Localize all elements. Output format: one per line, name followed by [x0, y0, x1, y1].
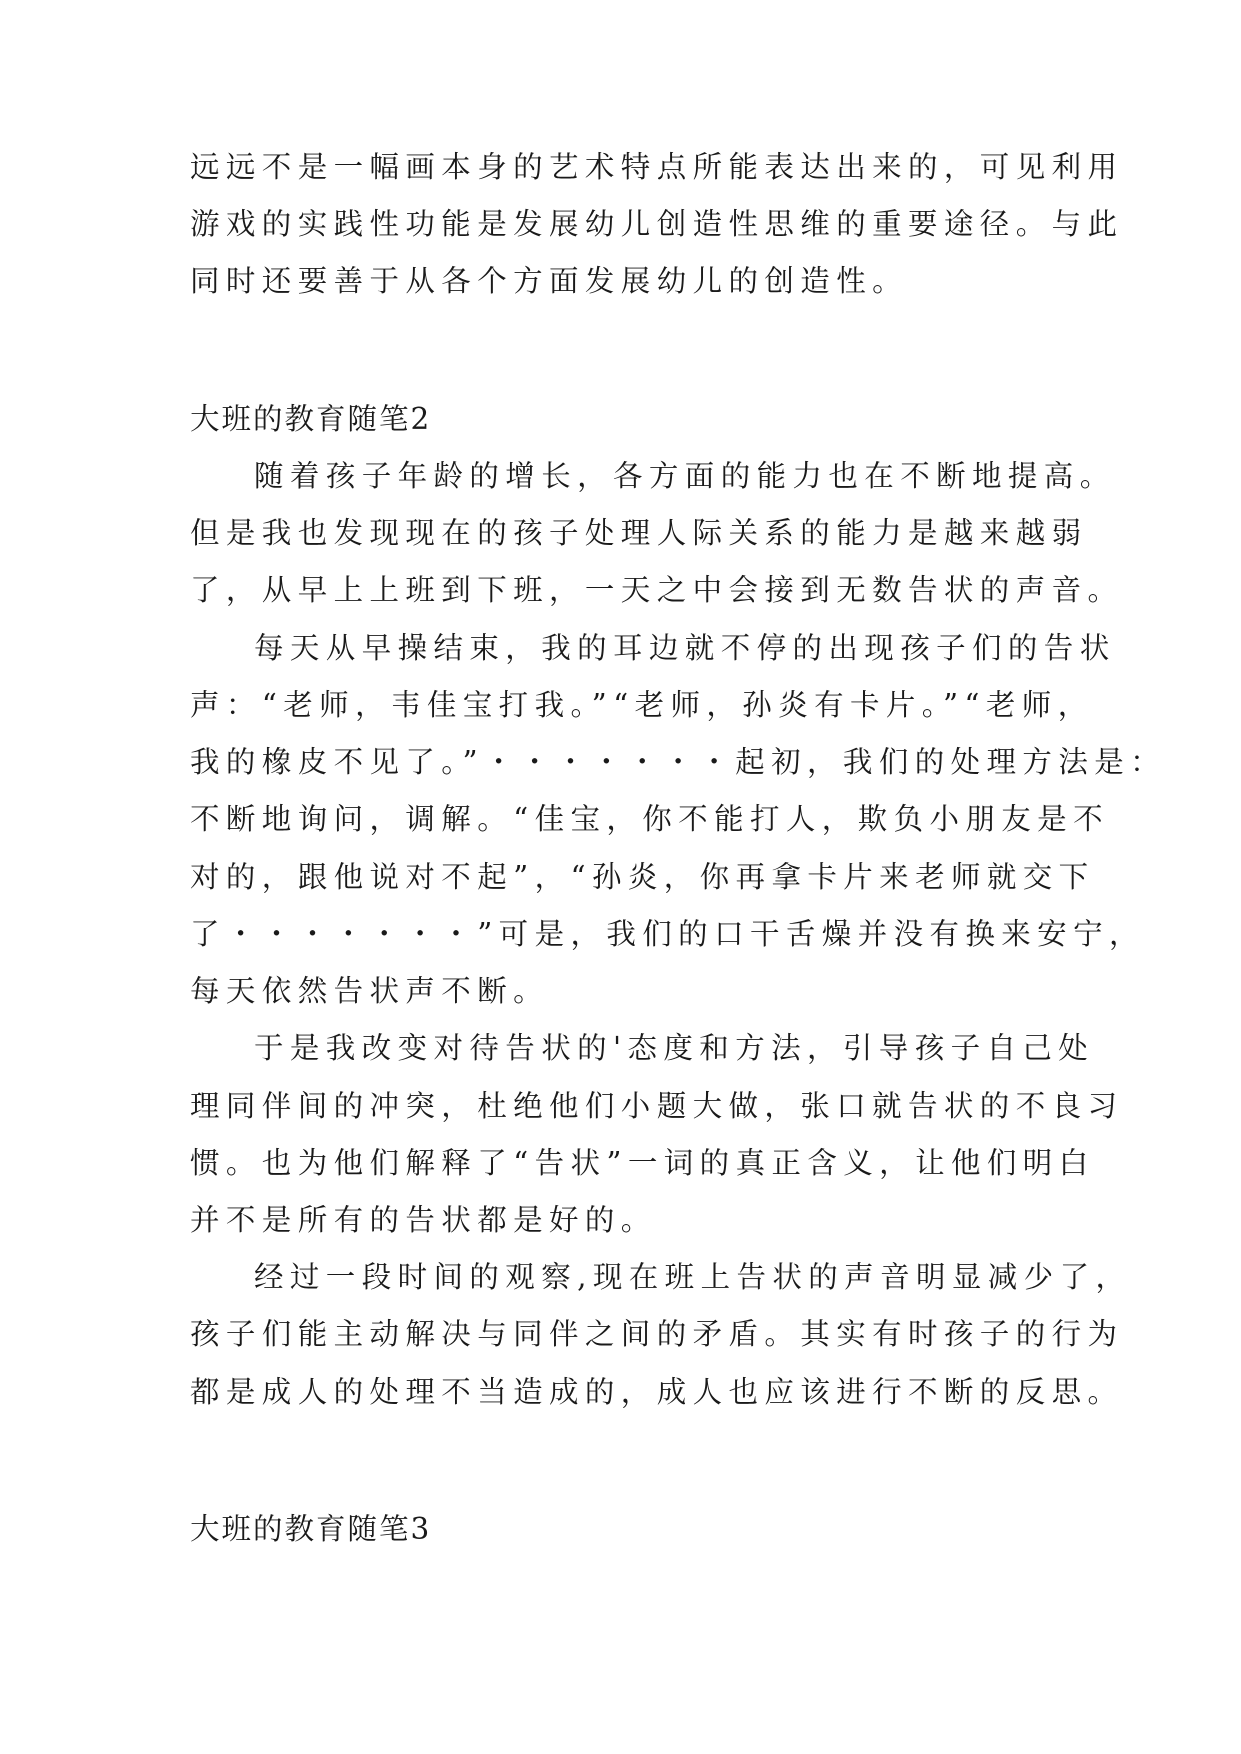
paragraph-line: 都是成人的处理不当造成的，成人也应该进行不断的反思。: [190, 1375, 1124, 1409]
paragraph-line: 对的，跟他说对不起”，“孙炎，你再拿卡片来老师就交下: [190, 860, 1095, 894]
paragraph-line: 并不是所有的告状都是好的。: [190, 1203, 657, 1237]
paragraph-line: 同时还要善于从各个方面发展幼儿的创造性。: [190, 264, 909, 298]
paragraph-line: 每天从早操结束，我的耳边就不停的出现孩子们的告状: [254, 631, 1116, 665]
paragraph-line: 远远不是一幅画本身的艺术特点所能表达出来的，可见利用: [190, 150, 1124, 184]
paragraph-line: 了・・・・・・・”可是，我们的口干舌燥并没有换来安宁，: [190, 917, 1145, 951]
paragraph-line: 游戏的实践性功能是发展幼儿创造性思维的重要途径。与此: [190, 207, 1124, 241]
paragraph-line: 理同伴间的冲突，杜绝他们小题大做，张口就告状的不良习: [190, 1089, 1124, 1123]
section-heading: 大班的教育随笔3: [190, 1512, 432, 1546]
paragraph-line: 随着孩子年龄的增长，各方面的能力也在不断地提高。: [254, 459, 1116, 493]
paragraph-line: 声：“老师，韦佳宝打我。”“老师，孙炎有卡片。”“老师，: [190, 688, 1094, 722]
section-heading: 大班的教育随笔2: [190, 402, 432, 436]
paragraph-line: 于是我改变对待告状的'态度和方法，引导孩子自己处: [254, 1031, 1095, 1065]
paragraph-line: 经过一段时间的观察,现在班上告状的声音明显减少了，: [254, 1260, 1132, 1294]
paragraph-line: 不断地询问，调解。“佳宝，你不能打人，欺负小朋友是不: [190, 802, 1109, 836]
paragraph-line: 我的橡皮不见了。”・・・・・・・起初，我们的处理方法是：: [190, 745, 1167, 779]
paragraph-line: 但是我也发现现在的孩子处理人际关系的能力是越来越弱: [190, 516, 1088, 550]
paragraph-line: 每天依然告状声不断。: [190, 974, 550, 1008]
paragraph-line: 惯。也为他们解释了“告状”一词的真正含义，让他们明白: [190, 1146, 1095, 1180]
paragraph-line: 孩子们能主动解决与同伴之间的矛盾。其实有时孩子的行为: [190, 1317, 1124, 1351]
paragraph-line: 了，从早上上班到下班，一天之中会接到无数告状的声音。: [190, 573, 1124, 607]
